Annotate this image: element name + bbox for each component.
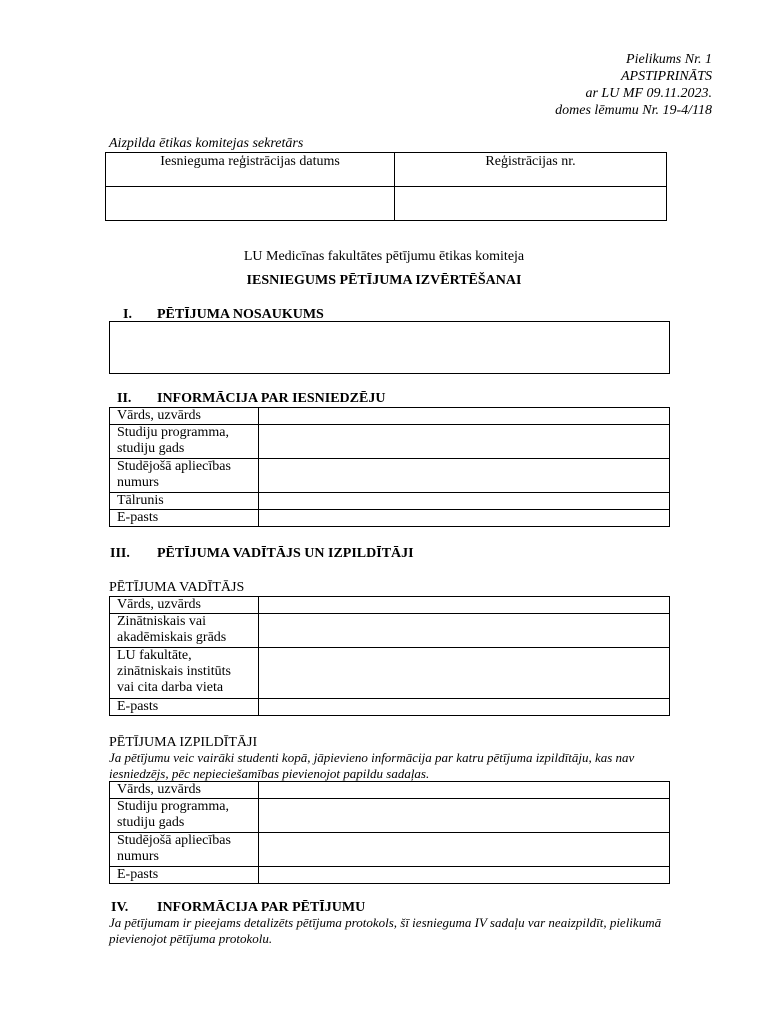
- leader-name-label: Vārds, uzvārds: [110, 597, 259, 614]
- section-2-heading: [117, 390, 385, 407]
- leader-email-label: E-pasts: [110, 699, 259, 716]
- applicant-student-id-label: Studējošā apliecības numurs: [110, 459, 259, 493]
- applicant-phone-label: Tālrunis: [110, 493, 259, 510]
- executor-name-field[interactable]: [259, 782, 670, 799]
- leader-degree-field[interactable]: [259, 614, 670, 648]
- applicant-email-label: E-pasts: [110, 510, 259, 527]
- section-2-title: INFORMĀCIJA PAR IESNIEDZĒJU: [157, 391, 386, 406]
- registration-date-field[interactable]: [106, 187, 395, 221]
- registration-number-field[interactable]: [395, 187, 667, 221]
- applicant-table: [109, 407, 670, 527]
- committee-name: LU Medicīnas fakultātes pētījumu ētikas komiteja: [243, 249, 525, 264]
- section-3-title: PĒTĪJUMA VADĪTĀJS UN IZPILDĪTĀJI: [157, 546, 414, 561]
- section-4-heading: [111, 899, 365, 916]
- registration-table: [105, 152, 667, 221]
- executors-heading: PĒTĪJUMA IZPILDĪTĀJI: [109, 735, 258, 750]
- section-2-number: II.: [117, 391, 132, 406]
- leader-workplace-field[interactable]: [259, 648, 670, 699]
- section-3-number: III.: [110, 546, 130, 561]
- executor-name-label: Vārds, uzvārds: [110, 782, 259, 799]
- applicant-program-field[interactable]: [259, 425, 670, 459]
- section-3-heading: [110, 545, 414, 562]
- leader-heading: PĒTĪJUMA VADĪTĀJS: [109, 580, 245, 595]
- leader-degree-label: Zinātniskais vai akadēmiskais grāds: [110, 614, 259, 648]
- form-title: IESNIEGUMS PĒTĪJUMA IZVĒRTĒŠANAI: [246, 273, 522, 288]
- leader-name-field[interactable]: [259, 597, 670, 614]
- executor-program-field[interactable]: [259, 799, 670, 833]
- section-4-note: Ja pētījumam ir pieejams detalizēts pētījuma protokols, šī iesnieguma IV sadaļu var neaizpildīt, pielikumā pievienojot pētījuma protokolu.: [109, 915, 662, 946]
- appendix-number: Pielikums Nr. 1: [626, 52, 712, 67]
- applicant-program-label: Studiju programma, studiju gads: [110, 425, 259, 459]
- applicant-student-id-field[interactable]: [259, 459, 670, 493]
- secretary-note: Aizpilda ētikas komitejas sekretārs: [109, 136, 304, 151]
- leader-table: [109, 596, 670, 716]
- approval-header: [555, 51, 712, 119]
- executor-program-label: Studiju programma, studiju gads: [110, 799, 259, 833]
- executor-student-id-label: Studējošā apliecības numurs: [110, 833, 259, 867]
- registration-number-header: Reģistrācijas nr.: [395, 153, 667, 187]
- approved-label: APSTIPRINĀTS: [621, 69, 712, 84]
- section-4-number: IV.: [111, 900, 129, 915]
- leader-workplace-label: LU fakultāte, zinātniskais institūts vai cita darba vieta: [110, 648, 259, 699]
- applicant-phone-field[interactable]: [259, 493, 670, 510]
- section-4-title: INFORMĀCIJA PAR PĒTĪJUMU: [157, 900, 366, 915]
- executor-email-field[interactable]: [259, 867, 670, 884]
- decision-number: domes lēmumu Nr. 19-4/118: [555, 103, 712, 118]
- study-title-field[interactable]: [109, 321, 670, 374]
- section-1-number: I.: [123, 307, 132, 322]
- executors-table: [109, 781, 670, 884]
- approval-date: ar LU MF 09.11.2023.: [585, 86, 712, 101]
- applicant-email-field[interactable]: [259, 510, 670, 527]
- registration-date-header: Iesnieguma reģistrācijas datums: [106, 153, 395, 187]
- applicant-name-label: Vārds, uzvārds: [110, 408, 259, 425]
- executor-student-id-field[interactable]: [259, 833, 670, 867]
- executors-note: Ja pētījumu veic vairāki studenti kopā, jāpievieno informācija par katru pētījuma izpildītāju, kas nav iesniedzējs, pēc nepieciešamības pievienojot papildu sadaļas.: [109, 750, 635, 781]
- section-1-title: PĒTĪJUMA NOSAUKUMS: [157, 307, 324, 322]
- leader-email-field[interactable]: [259, 699, 670, 716]
- executor-email-label: E-pasts: [110, 867, 259, 884]
- applicant-name-field[interactable]: [259, 408, 670, 425]
